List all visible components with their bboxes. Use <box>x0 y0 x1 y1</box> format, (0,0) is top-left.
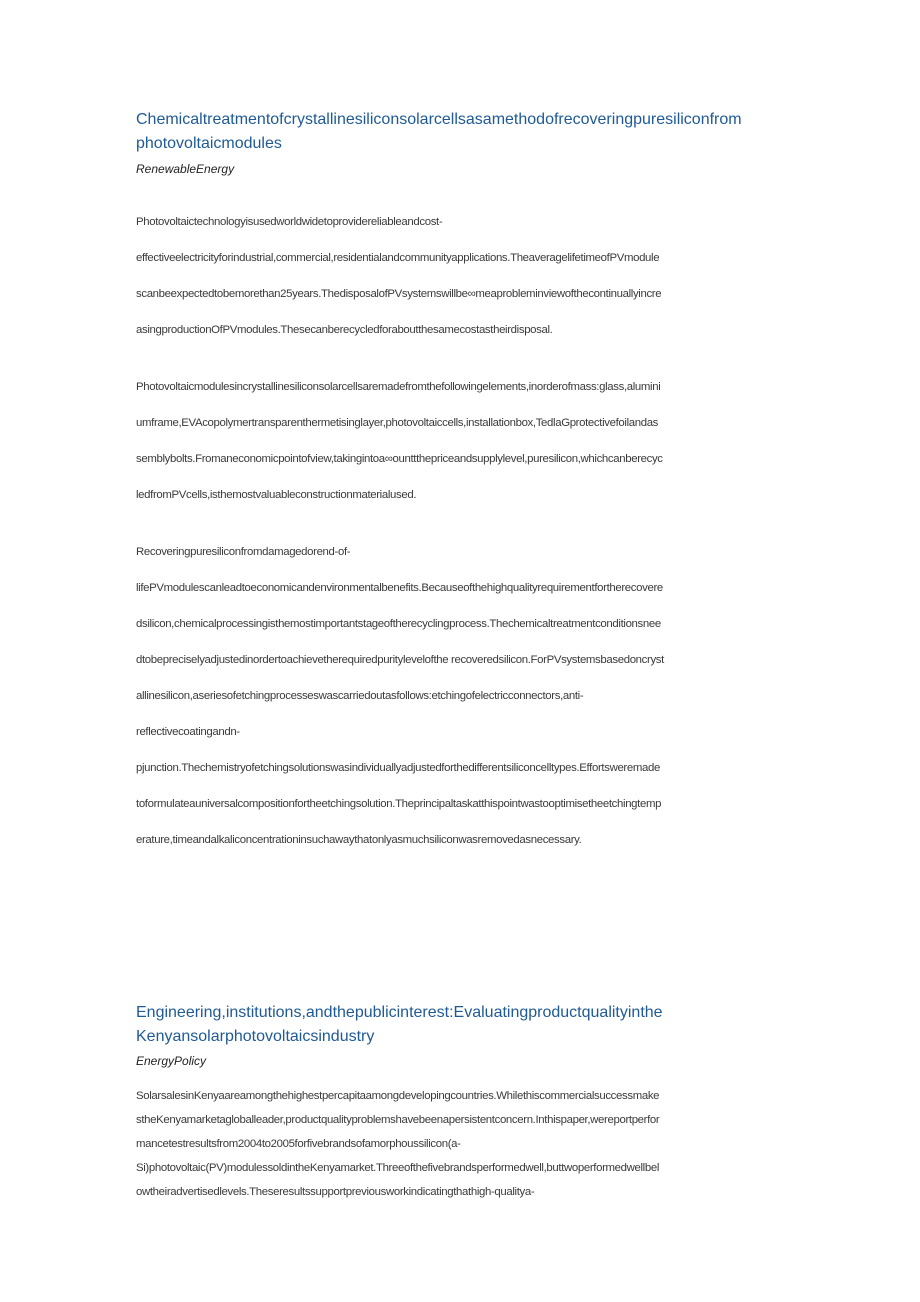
text-line: stheKenyamarketagloballeader,productqualityproblemshavebeenapersistentconcern.Inthispaper,wereportperfor <box>136 1114 660 1126</box>
article1-title <box>136 108 786 156</box>
text-line: lifePVmodulescanleadtoeconomicandenvironmentalbenefits.Becauseofthehighqualityrequirementfortherecovere <box>136 582 663 594</box>
article1-paragraph-3 <box>136 544 786 868</box>
article2-title <box>136 1001 786 1049</box>
article2-journal: EnergyPolicy <box>136 1054 207 1068</box>
text-line: Photovoltaictechnologyisusedworldwidetoprovidereliableandcost- <box>136 216 443 228</box>
text-line: Si)photovoltaic(PV)modulessoldintheKenyamarket.Threeofthefivebrandsperformedwell,buttwoperformedwellbel <box>136 1162 660 1174</box>
text-line: dsilicon,chemicalprocessingisthemostimportantstageoftherecyclingprocess.Thechemicaltreatmentconditionsnee <box>136 618 661 630</box>
text-line: umframe,EVAcopolymertransparenthermetisinglayer,photovoltaiccells,installationbox,TedlaGprotectivefoilandas <box>136 417 659 429</box>
text-line: toformulateauniversalcompositionfortheetchingsolution.Theprincipaltaskatthispointwastooptimisetheetchingtemp <box>136 798 662 810</box>
article2-title-line1: Engineering,institutions,andthepublicinterest:Evaluatingproductqualityinthe <box>136 1004 663 1021</box>
article1-journal: RenewableEnergy <box>136 162 235 176</box>
article1-paragraph-1 <box>136 214 786 358</box>
text-line: dtobepreciselyadjustedinordertoachievetherequiredpuritylevelofthe recoveredsilicon.ForPVsystemsbasedoncryst <box>136 654 664 666</box>
text-line: SolarsalesinKenyaareamongthehighestpercapitaamongdevelopingcountries.Whilethiscommercialsuccessmake <box>136 1090 660 1102</box>
article1-title-line2: photovoltaicmodules <box>136 135 282 152</box>
article1-title-line1: Chemicaltreatmentofcrystallinesiliconsolarcellsasamethodofrecoveringpuresiliconfrom <box>136 111 742 128</box>
text-line: erature,timeandalkaliconcentrationinsuchawaythatonlyasmuchsiliconwasremovedasnecessary. <box>136 834 582 846</box>
article2-paragraph-1 <box>136 1088 786 1208</box>
text-line: allinesilicon,aseriesofetchingprocesseswascarriedoutasfollows:etchingofelectricconnectors,anti- <box>136 690 584 702</box>
article2-title-line2: Kenyansolarphotovoltaicsindustry <box>136 1028 375 1045</box>
text-line: pjunction.Thechemistryofetchingsolutionswasindividuallyadjustedforthedifferentsiliconcelltypes.Effortsweremade <box>136 762 660 774</box>
text-line: Recoveringpuresiliconfromdamagedorend-of- <box>136 546 351 558</box>
text-line: mancetestresultsfrom2004to2005forfivebrandsofamorphoussilicon(a- <box>136 1138 461 1150</box>
text-line: Photovoltaicmodulesincrystallinesiliconsolarcellsaremadefromthefollowingelements,inorderofmass:glass,alumini <box>136 381 661 393</box>
text-line: owtheiradvertisedlevels.Theseresultssupportpreviousworkindicatingthathigh-qualitya- <box>136 1186 535 1198</box>
text-line: reflectivecoatingandn- <box>136 726 240 738</box>
text-line: semblybolts.Fromaneconomicpointofview,takingintoa∞ounttthepriceandsupplylevel,puresilicon,whichcanberecyc <box>136 453 663 465</box>
text-line: scanbeexpectedtobemorethan25years.ThedisposalofPVsystemswillbe∞meaprobleminviewofthecontinuallyincre <box>136 288 662 300</box>
text-line: effectiveelectricityforindustrial,commercial,residentialandcommunityapplications.TheaveragelifetimeofPVmodule <box>136 252 660 264</box>
article1-paragraph-2 <box>136 379 786 523</box>
text-line: ledfromPVcells,isthemostvaluableconstructionmaterialused. <box>136 489 417 501</box>
text-line: asingproductionOfPVmodules.Thesecanberecycledforaboutthesamecostastheirdisposal. <box>136 324 553 336</box>
